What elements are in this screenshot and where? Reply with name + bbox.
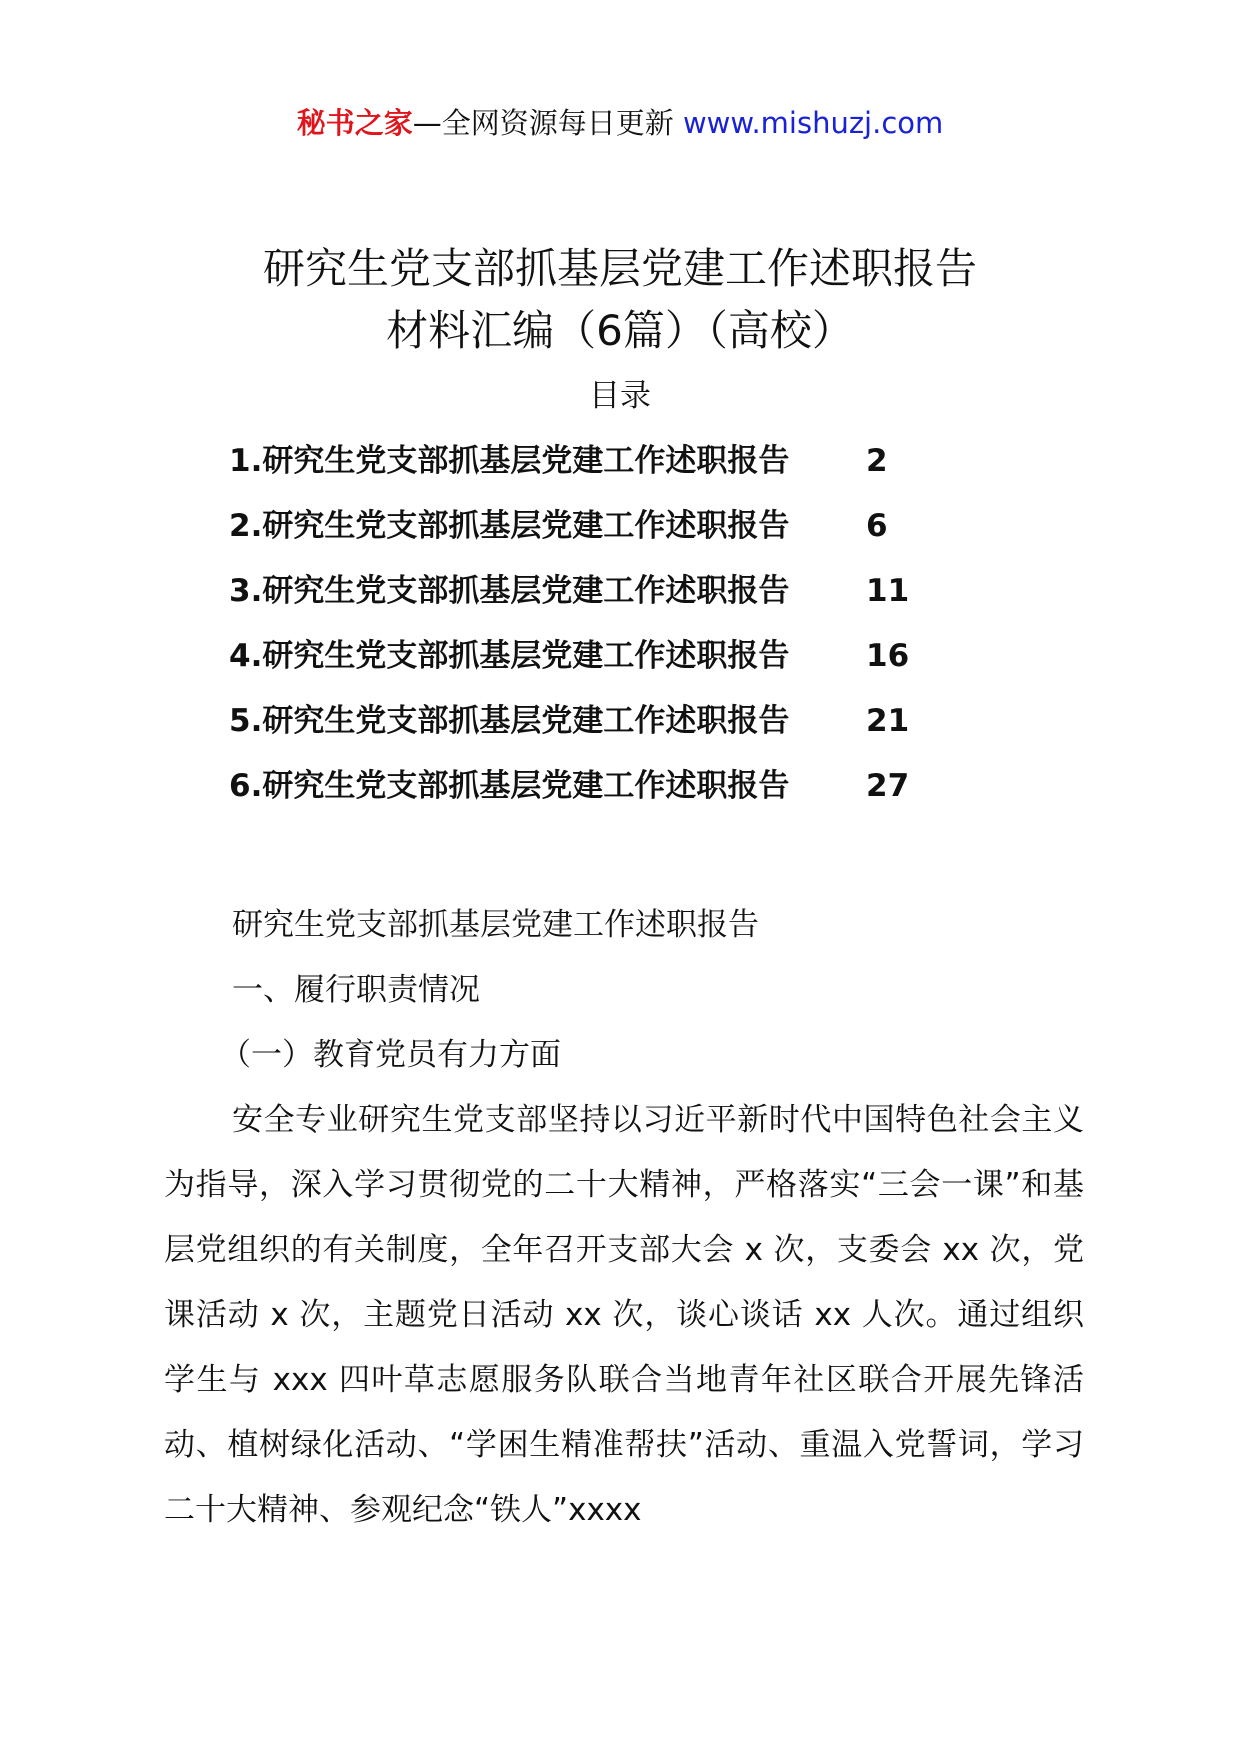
heading-level-1: 一、履行职责情况 — [232, 972, 480, 1008]
toc-entry-title: 3.研究生党支部抓基层党建工作述职报告 — [229, 573, 790, 609]
toc-heading: 目录 — [589, 378, 651, 414]
document-title-line-1: 研究生党支部抓基层党建工作述职报告 — [262, 244, 977, 293]
toc-entry-title: 5.研究生党支部抓基层党建工作述职报告 — [229, 703, 790, 739]
document-body — [164, 893, 1084, 1543]
toc-entry-page: 21 — [866, 703, 910, 739]
toc-entry[interactable] — [229, 701, 1029, 766]
site-header — [0, 103, 1240, 143]
toc-entry[interactable] — [229, 571, 1029, 636]
brand-name: 秘书之家 — [296, 106, 413, 140]
toc-entry[interactable] — [229, 506, 1029, 571]
document-title-line-2: 材料汇编（6篇）（高校） — [386, 306, 854, 355]
toc-entry-title: 1.研究生党支部抓基层党建工作述职报告 — [229, 443, 790, 479]
toc-entry[interactable] — [229, 636, 1029, 701]
body-paragraph: 安全专业研究生党支部坚持以习近平新时代中国特色社会主义为指导，深入学习贯彻党的二十大精神，严格落实“三会一课”和基层党组织的有关制度，全年召开支部大会 x 次，支委会 xx 次，党课活动 x 次，主题党日活动 xx 次，谈心谈话 xx 人次。通过组织学生与 xxx 四叶草志愿服务队联合当地青年社区联合开展先锋活动、植树绿化活动、“学困生精准帮扶”活动、重温入党誓词，学习二十大精神、参观纪念“铁人”xxxx — [164, 1102, 1084, 1528]
toc-entry-title: 6.研究生党支部抓基层党建工作述职报告 — [229, 768, 790, 804]
toc-entry-page: 11 — [866, 573, 910, 609]
toc-entry-title: 2.研究生党支部抓基层党建工作述职报告 — [229, 508, 790, 544]
toc-entry-page: 27 — [866, 768, 910, 804]
toc-entry-title: 4.研究生党支部抓基层党建工作述职报告 — [229, 638, 790, 674]
toc-entry-page: 6 — [866, 508, 888, 544]
site-url-link[interactable]: www.mishuzj.com — [682, 106, 944, 140]
section-title: 研究生党支部抓基层党建工作述职报告 — [232, 907, 759, 943]
heading-level-2: （一）教育党员有力方面 — [220, 1037, 561, 1073]
document-title — [0, 238, 1240, 362]
toc-entry-page: 2 — [866, 443, 888, 479]
header-tagline: —全网资源每日更新 — [412, 106, 674, 140]
toc-entry-page: 16 — [866, 638, 910, 674]
table-of-contents — [229, 441, 1029, 831]
toc-entry[interactable] — [229, 766, 1029, 831]
toc-entry[interactable] — [229, 441, 1029, 506]
